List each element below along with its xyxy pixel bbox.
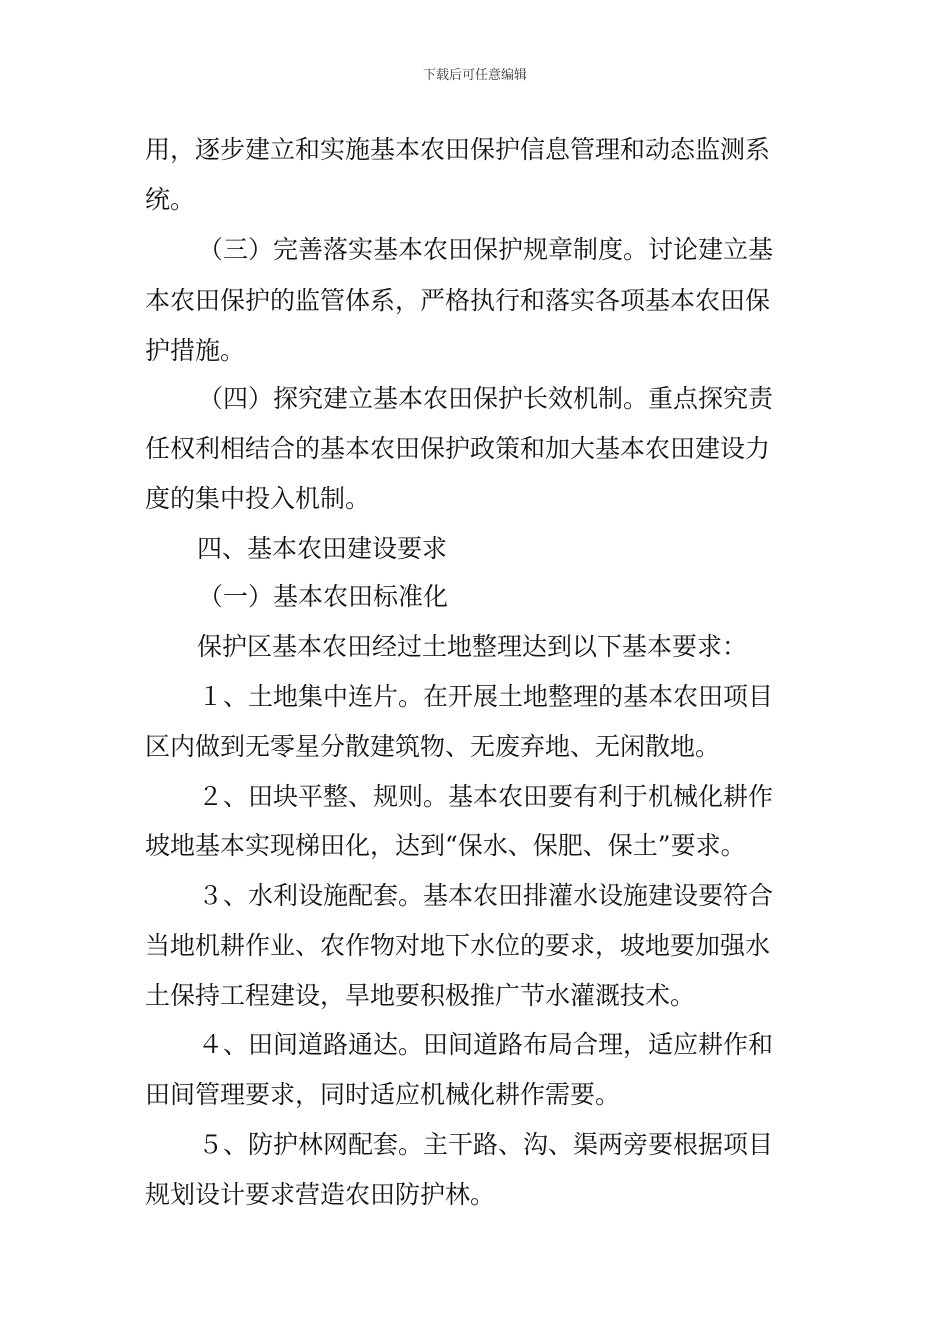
list-item: ４、田间道路通达。田间道路布局合理，适应耕作和 <box>198 1030 774 1059</box>
text-line: 土保持工程建设，旱地要积极推广节水灌溉技术。 <box>145 981 696 1010</box>
text-line: 坡地基本实现梯田化，达到“保水、保肥、保土”要求。 <box>145 831 746 860</box>
text-line: 护措施。 <box>145 336 246 365</box>
page-header: 下载后可任意编辑 <box>422 68 527 83</box>
text-line: 区内做到无零星分散建筑物、无废弃地、无闲散地。 <box>145 732 721 761</box>
text-line: 规划设计要求营造农田防护林。 <box>145 1180 496 1209</box>
text-line: 统。 <box>145 185 196 214</box>
text-line: 田间管理要求，同时适应机械化耕作需要。 <box>145 1080 621 1109</box>
text-line: 当地机耕作业、农作物对地下水位的要求，坡地要加强水 <box>145 931 771 960</box>
text-line: 任权利相结合的基本农田保护政策和加大基本农田建设力 <box>145 434 771 463</box>
list-item: ２、田块平整、规则。基本农田要有利于机械化耕作 <box>198 782 774 811</box>
text-line: 度的集中投入机制。 <box>145 484 371 513</box>
section-heading: 四、基本农田建设要求 <box>197 534 448 563</box>
text-line: （三）完善落实基本农田保护规章制度。讨论建立基 <box>198 235 774 264</box>
text-line: 保护区基本农田经过土地整理达到以下基本要求： <box>197 632 748 661</box>
list-item: ５、防护林网配套。主干路、沟、渠两旁要根据项目 <box>198 1130 774 1159</box>
subsection-heading: （一）基本农田标准化 <box>198 582 449 611</box>
text-line: 用，逐步建立和实施基本农田保护信息管理和动态监测系 <box>145 135 771 164</box>
text-line: 本农田保护的监管体系，严格执行和落实各项基本农田保 <box>145 286 771 315</box>
list-item: ３、水利设施配套。基本农田排灌水设施建设要符合 <box>198 881 774 910</box>
text-line: （四）探究建立基本农田保护长效机制。重点探究责 <box>198 384 774 413</box>
list-item: １、土地集中连片。在开展土地整理的基本农田项目 <box>198 682 774 711</box>
